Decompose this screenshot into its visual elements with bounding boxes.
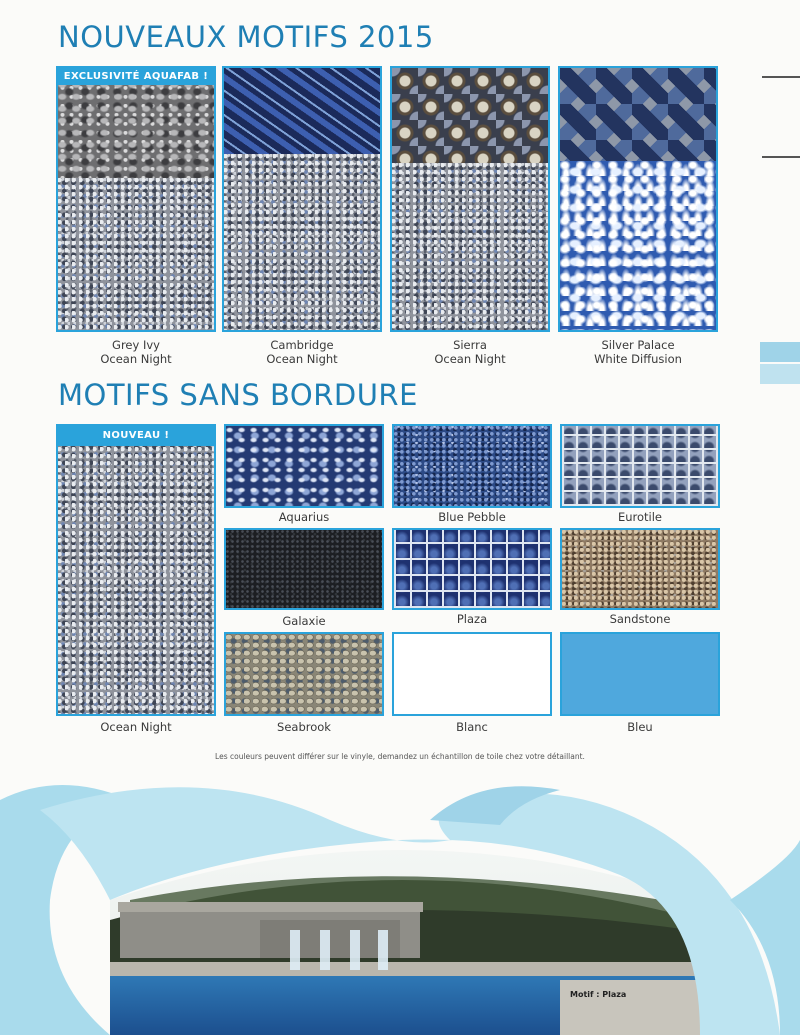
pattern-name: Sierra [453, 338, 487, 352]
side-divider-line [762, 156, 800, 158]
exclusive-banner: EXCLUSIVITÉ AQUAFAB ! [58, 68, 214, 85]
swatch-label: Plaza [456, 612, 488, 626]
pattern-swatch-cambridge [222, 66, 382, 332]
pattern-caption [390, 338, 550, 366]
photo-caption: Motif : Plaza [570, 990, 627, 999]
swatch-label: Bleu [627, 720, 653, 734]
swatch-ocean-night [56, 424, 216, 716]
new-banner: NOUVEAU ! [58, 426, 214, 446]
pattern-swatch-silver-palace [558, 66, 718, 332]
patio [560, 980, 700, 1035]
pattern-name: Cambridge [270, 338, 334, 352]
swatch-label: Ocean Night [100, 720, 172, 734]
side-divider-line [762, 76, 800, 78]
swatch-label: Seabrook [277, 720, 331, 734]
floor-pattern [58, 178, 214, 330]
pattern-swatch-sierra [390, 66, 550, 332]
border-band [224, 68, 380, 154]
pattern-caption [558, 338, 718, 366]
swatch-plaza [392, 528, 552, 610]
floor-name: Ocean Night [434, 352, 506, 366]
swatch-blue-pebble [392, 424, 552, 508]
swatch-sandstone [560, 528, 720, 610]
pattern-swatch-grey-ivy [56, 66, 216, 332]
swatch-label: Galaxie [282, 614, 326, 628]
pattern-name: Grey Ivy [112, 338, 160, 352]
pool-coping [110, 962, 700, 976]
swatch-label: Sandstone [609, 612, 671, 626]
swatch-bleu [560, 632, 720, 716]
floor-name: Ocean Night [100, 352, 172, 366]
swatch-eurotile [560, 424, 720, 508]
section-title-plain-patterns: MOTIFS SANS BORDURE [58, 378, 418, 412]
floor-name: White Diffusion [594, 352, 682, 366]
side-tab [760, 342, 800, 362]
swatch-seabrook [224, 632, 384, 716]
section-title-new-patterns: NOUVEAUX MOTIFS 2015 [58, 20, 434, 54]
swatch-label: Aquarius [278, 510, 330, 524]
floor-pattern [224, 154, 380, 330]
pattern-caption [56, 338, 216, 366]
border-band [392, 68, 548, 163]
swatch-aquarius [224, 424, 384, 508]
swatch-label: Eurotile [617, 510, 663, 524]
floor-pattern [392, 163, 548, 330]
border-band [560, 68, 716, 161]
disclaimer-note: Les couleurs peuvent différer sur le vinyle, demandez un échantillon de toile chez votre détaillant. [215, 752, 585, 761]
swatch-galaxie [224, 528, 384, 610]
pattern-caption [222, 338, 382, 366]
floor-name: Ocean Night [266, 352, 338, 366]
side-tab [760, 364, 800, 384]
swatch-blanc [392, 632, 552, 716]
swatch-label: Blanc [456, 720, 488, 734]
swatch-label: Blue Pebble [438, 510, 506, 524]
floor-pattern [560, 161, 716, 330]
pattern-name: Silver Palace [601, 338, 675, 352]
pool-photo-illustration [0, 780, 800, 1035]
